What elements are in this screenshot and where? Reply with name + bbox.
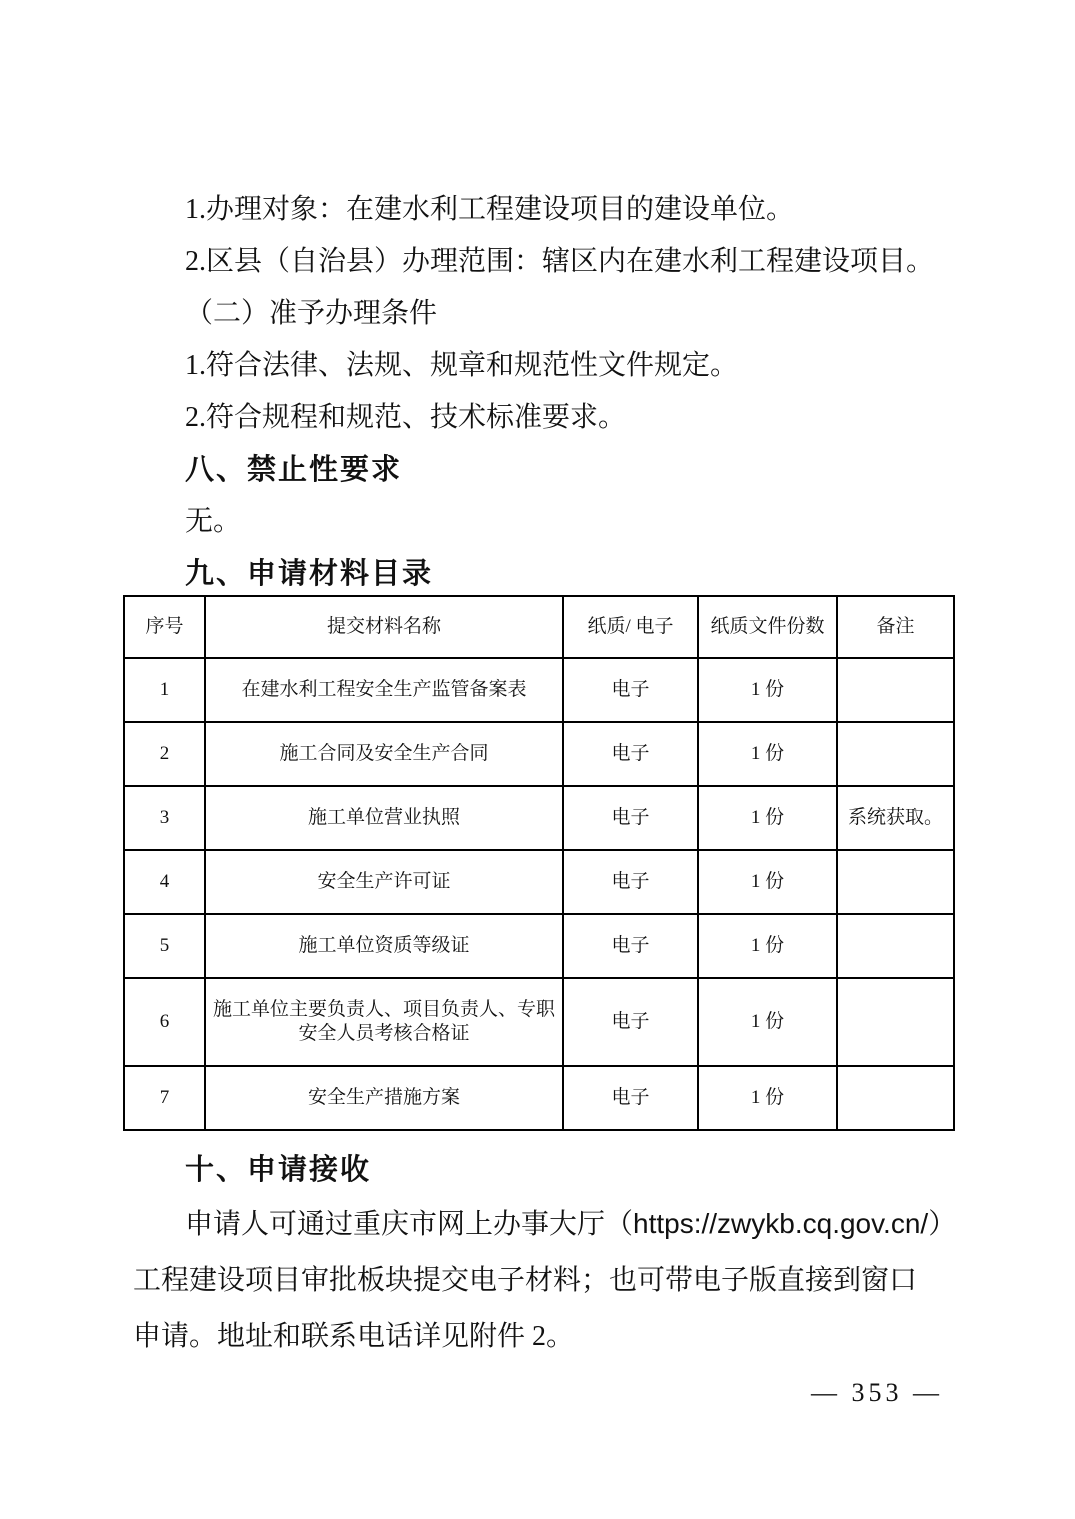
cell-material-name: 施工单位主要负责人、项目负责人、专职安全人员考核合格证	[205, 978, 563, 1066]
table-row	[124, 1066, 954, 1130]
table-row	[124, 786, 954, 850]
header-cell-material-name: 提交材料名称	[205, 596, 563, 658]
cell-copies: 1 份	[698, 914, 837, 978]
table-header-row	[124, 596, 954, 658]
cell-medium: 电子	[563, 722, 698, 786]
cell-remarks	[837, 914, 954, 978]
closing-paragraph-line-3: 申请。地址和联系电话详见附件 2。	[133, 1321, 575, 1352]
cell-medium: 电子	[563, 658, 698, 722]
cell-seq: 2	[124, 722, 205, 786]
cell-seq: 3	[124, 786, 205, 850]
cell-copies: 1 份	[698, 978, 837, 1066]
cell-remarks	[837, 658, 954, 722]
section-heading-10: 十、申请接收	[185, 1154, 372, 1186]
header-cell-remarks: 备注	[837, 596, 954, 658]
cell-remarks: 系统获取。	[837, 786, 954, 850]
paragraph-condition-2: 2.符合规程和规范、技术标准要求。	[185, 402, 627, 433]
cell-medium: 电子	[563, 1066, 698, 1130]
document-content	[133, 0, 955, 1408]
closing-line1-prefix: 申请人可通过重庆市网上办事大厅（	[185, 1209, 634, 1240]
cell-copies: 1 份	[698, 1066, 837, 1130]
table-row	[124, 658, 954, 722]
table-row	[124, 914, 954, 978]
cell-seq: 7	[124, 1066, 205, 1130]
cell-seq: 5	[124, 914, 205, 978]
section-heading-9: 九、申请材料目录	[185, 558, 434, 590]
closing-line1-suffix: ）	[928, 1209, 957, 1240]
cell-seq: 6	[124, 978, 205, 1066]
header-cell-copies: 纸质文件份数	[698, 596, 837, 658]
page-number: — 353 —	[811, 1378, 943, 1407]
cell-material-name: 安全生产许可证	[205, 850, 563, 914]
cell-copies: 1 份	[698, 722, 837, 786]
paragraph-subsection-2-title: （二）准予办理条件	[185, 298, 438, 329]
cell-medium: 电子	[563, 850, 698, 914]
cell-remarks	[837, 722, 954, 786]
paragraph-scope-2: 2.区县（自治县）办理范围：辖区内在建水利工程建设项目。	[185, 246, 935, 277]
section-heading-8: 八、禁止性要求	[185, 454, 403, 486]
table-row	[124, 722, 954, 786]
header-cell-medium: 纸质/ 电子	[563, 596, 698, 658]
cell-copies: 1 份	[698, 850, 837, 914]
cell-seq: 4	[124, 850, 205, 914]
cell-material-name: 施工单位资质等级证	[205, 914, 563, 978]
cell-medium: 电子	[563, 786, 698, 850]
paragraph-scope-1: 1.办理对象：在建水利工程建设项目的建设单位。	[185, 194, 795, 225]
cell-material-name: 在建水利工程安全生产监管备案表	[205, 658, 563, 722]
cell-medium: 电子	[563, 978, 698, 1066]
cell-material-name: 施工单位营业执照	[205, 786, 563, 850]
cell-medium: 电子	[563, 914, 698, 978]
table-row	[124, 978, 954, 1066]
portal-url: https://zwykb.cq.gov.cn/	[633, 1208, 929, 1239]
cell-seq: 1	[124, 658, 205, 722]
table-row	[124, 850, 954, 914]
section-8-body: 无。	[185, 506, 242, 537]
cell-remarks	[837, 1066, 954, 1130]
paragraph-condition-1: 1.符合法律、法规、规章和规范性文件规定。	[185, 350, 739, 381]
cell-material-name: 安全生产措施方案	[205, 1066, 563, 1130]
materials-table	[123, 595, 955, 1131]
cell-material-name: 施工合同及安全生产合同	[205, 722, 563, 786]
cell-copies: 1 份	[698, 786, 837, 850]
closing-paragraph-line-1	[133, 1209, 955, 1240]
closing-paragraph-line-2: 工程建设项目审批板块提交电子材料；也可带电子版直接到窗口	[133, 1265, 918, 1296]
cell-copies: 1 份	[698, 658, 837, 722]
cell-remarks	[837, 978, 954, 1066]
cell-remarks	[837, 850, 954, 914]
header-cell-seq: 序号	[124, 596, 205, 658]
